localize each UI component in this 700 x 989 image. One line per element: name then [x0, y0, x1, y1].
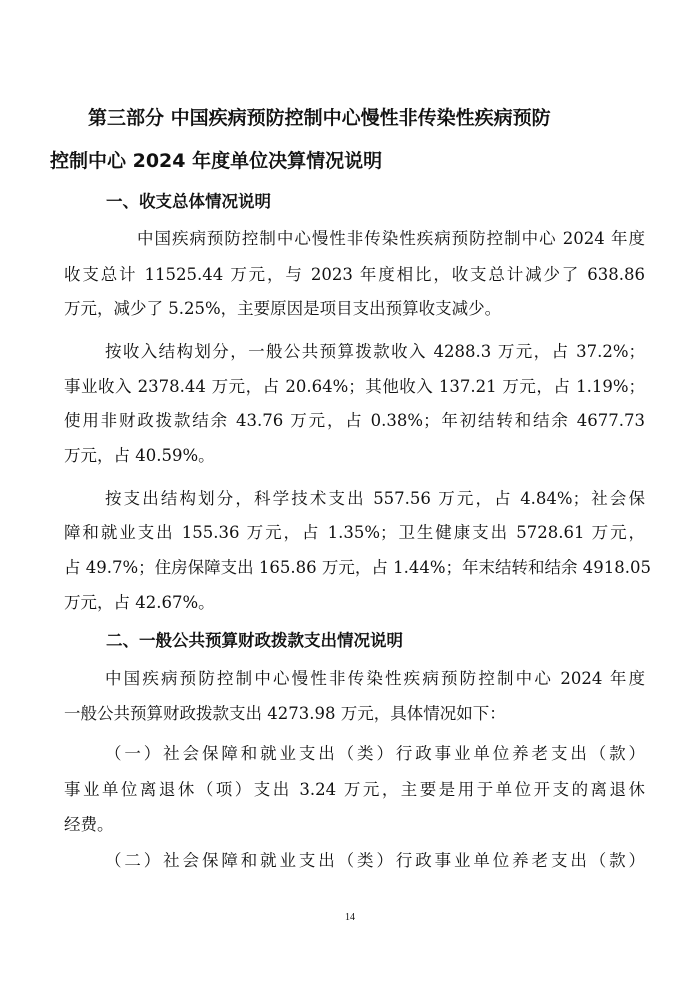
paragraph-line: 经费。	[64, 815, 114, 834]
paragraph-line: 事业收入 2378.44 万元，占 20.64%；其他收入 137.21 万元，占 1.19%；	[64, 377, 645, 396]
paragraph-line: 中国疾病预防控制中心慢性非传染性疾病预防控制中心 2024 年度	[105, 669, 645, 688]
paragraph-line: （二）社会保障和就业支出（类）行政事业单位养老支出（款）	[105, 851, 645, 870]
paragraph-line: 按收入结构划分，一般公共预算拨款收入 4288.3 万元，占 37.2%；	[105, 342, 645, 361]
paragraph-line: 中国疾病预防控制中心慢性非传染性疾病预防控制中心 2024 年度	[137, 229, 645, 248]
paragraph-line: 一般公共预算财政拨款支出 4273.98 万元，具体情况如下：	[64, 704, 506, 723]
paragraph-line: 事业单位离退休（项）支出 3.24 万元，主要是用于单位开支的离退休	[64, 780, 645, 799]
section-heading-general-budget: 二、一般公共预算财政拨款支出情况说明	[106, 631, 403, 650]
paragraph-line: 按支出结构划分，科学技术支出 557.56 万元，占 4.84%；社会保	[105, 489, 645, 508]
paragraph-line: 收支总计 11525.44 万元，与 2023 年度相比，收支总计减少了 638.86	[64, 265, 645, 284]
paragraph-line: 万元，占 40.59%。	[64, 446, 215, 465]
paragraph-line: 使用非财政拨款结余 43.76 万元，占 0.38%；年初结转和结余 4677.73	[64, 411, 645, 430]
paragraph-line: 障和就业支出 155.36 万元，占 1.35%；卫生健康支出 5728.61 万元，	[64, 523, 645, 542]
paragraph-line: 万元，减少了 5.25%，主要原因是项目支出预算收支减少。	[64, 299, 502, 318]
paragraph-line: 万元，占 42.67%。	[64, 593, 215, 612]
paragraph-line: （一）社会保障和就业支出（类）行政事业单位养老支出（款）	[105, 744, 645, 763]
page-number: 14	[345, 912, 355, 923]
document-title-line-1: 第三部分 中国疾病预防控制中心慢性非传染性疾病预防	[88, 107, 551, 129]
document-title-line-2: 控制中心 2024 年度单位决算情况说明	[50, 150, 383, 172]
section-heading-income-expenditure: 一、收支总体情况说明	[106, 192, 271, 211]
paragraph-line: 占 49.7%；住房保障支出 165.86 万元，占 1.44%；年末结转和结余 4918.05	[64, 558, 652, 577]
